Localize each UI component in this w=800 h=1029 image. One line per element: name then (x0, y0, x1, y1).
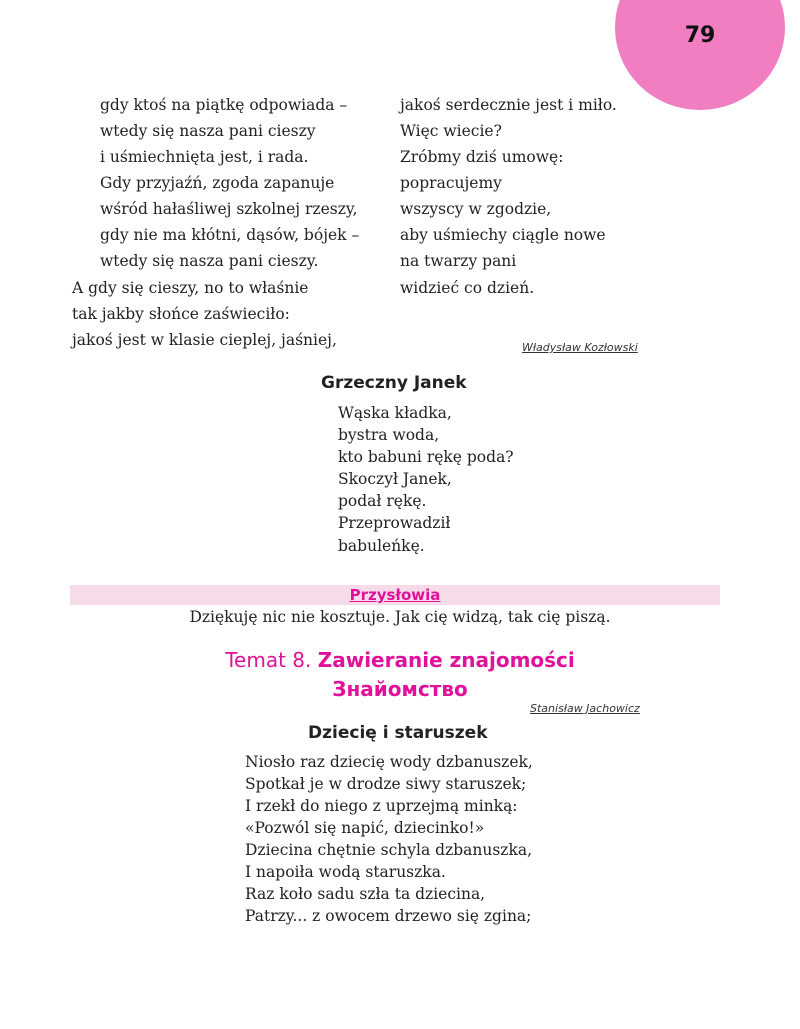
poem-line: Gdy przyjaźń, zgoda zapanuje (100, 174, 335, 192)
poem-title: Dziecię i staruszek (308, 723, 488, 743)
poem-line: Dziecina chętnie schyla dzbanuszka, (245, 841, 533, 859)
poem-line: I rzekł do niego z uprzejmą minką: (245, 797, 518, 815)
proverbs-text: Dziękuję nic nie kosztuje. Jak cię widzą, tak cię piszą. (189, 608, 611, 626)
poem-line: Raz koło sadu szła ta dziecina, (245, 885, 486, 903)
poem-line: «Pozwól się napić, dziecinko!» (245, 819, 485, 837)
proverbs-title: Przysłowia (349, 586, 441, 604)
page-number: 79 (684, 23, 716, 48)
poem-line: tak jakby słońce zaświeciło: (72, 305, 290, 323)
poem-line: widzieć co dzień. (400, 279, 535, 297)
poem-line: Przeprowadził (338, 514, 451, 532)
poem-line: Zróbmy dziś umowę: (400, 148, 564, 166)
poem-line: wśród hałaśliwej szkolnej rzeszy, (100, 200, 358, 218)
poem-line: kto babuni rękę poda? (338, 448, 514, 466)
topic-heading (0, 648, 800, 672)
poem-line: wtedy się nasza pani cieszy (100, 122, 316, 140)
poem-line: jakoś jest w klasie cieplej, jaśniej, (72, 331, 337, 349)
poem-line: na twarzy pani (400, 252, 517, 270)
poem-line: Patrzy... z owocem drzewo się zgina; (245, 907, 532, 925)
poem-author: Władysław Kozłowski (522, 341, 638, 354)
poem-line: popracujemy (400, 174, 502, 192)
poem-line: gdy nie ma kłótni, dąsów, bójek – (100, 226, 360, 244)
poem-line: babuleńkę. (338, 537, 425, 555)
topic-title: Zawieranie znajomości (317, 648, 575, 672)
poem-line: I napoiła wodą staruszka. (245, 863, 446, 881)
topic-subtitle-row (0, 677, 800, 701)
poem-author: Stanisław Jachowicz (530, 702, 640, 715)
poem-line: Spotkał je w drodze siwy staruszek; (245, 775, 527, 793)
topic-prefix: Temat 8. (225, 648, 318, 672)
poem-line: gdy ktoś na piątkę odpowiada – (100, 96, 348, 114)
poem-line: wszyscy w zgodzie, (400, 200, 552, 218)
poem-line: aby uśmiechy ciągle nowe (400, 226, 606, 244)
poem-line: Niosło raz dziecię wody dzbanuszek, (245, 753, 533, 771)
poem-line: i uśmiechnięta jest, i rada. (100, 148, 309, 166)
poem-line: bystra woda, (338, 426, 440, 444)
proverb-band (70, 585, 720, 605)
poem-title: Grzeczny Janek (321, 373, 467, 393)
poem-line: Więc wiecie? (400, 122, 502, 140)
poem-line: Skoczył Janek, (338, 470, 452, 488)
poem-line: podał rękę. (338, 492, 427, 510)
poem-line: A gdy się cieszy, no to właśnie (72, 279, 309, 297)
topic-subtitle: Знайомство (332, 677, 468, 701)
page-number-badge (615, 0, 785, 110)
poem-line: jakoś serdecznie jest i miło. (400, 96, 617, 114)
poem-line: wtedy się nasza pani cieszy. (100, 252, 319, 270)
poem-line: Wąska kładka, (338, 404, 452, 422)
